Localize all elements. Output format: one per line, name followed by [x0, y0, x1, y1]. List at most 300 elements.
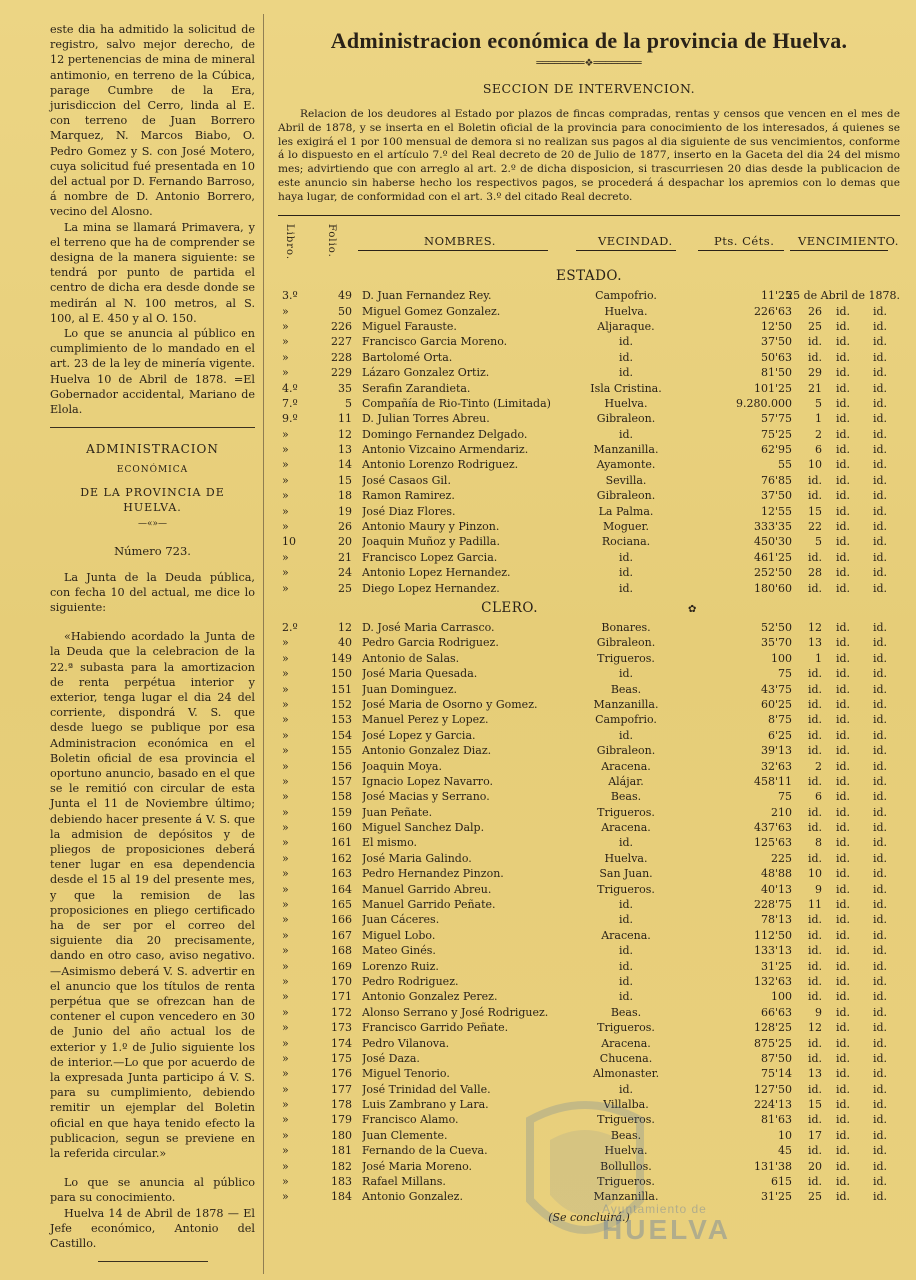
- cell-venc-month: id.: [835, 882, 851, 896]
- cell-nombre: Diego Lopez Hernandez.: [362, 581, 500, 595]
- cell-venc-year: id.: [872, 636, 888, 650]
- cell-venc-month: id.: [835, 335, 851, 349]
- cell-libro: »: [282, 636, 289, 650]
- cell-libro: »: [282, 974, 289, 988]
- table-row: [278, 989, 900, 1004]
- cell-ptas: 43'75: [760, 682, 792, 696]
- table-row: [278, 682, 900, 697]
- cell-venc-year: id.: [872, 651, 888, 665]
- cell-venc-day: 12: [808, 1021, 822, 1035]
- cell-libro: »: [282, 1005, 289, 1019]
- cell-folio: 156: [331, 759, 352, 773]
- cell-libro: »: [282, 805, 289, 819]
- table-row: [278, 473, 900, 488]
- cell-libro: »: [282, 335, 289, 349]
- cell-venc-day: 15: [808, 504, 822, 518]
- cell-ptas: 133'13: [753, 944, 792, 958]
- cell-libro: »: [282, 1036, 289, 1050]
- cell-ptas: 87'50: [760, 1051, 792, 1065]
- cell-venc-month: id.: [835, 489, 851, 503]
- cell-venc-month: id.: [835, 504, 851, 518]
- cell-vecindad: Chucena.: [599, 1051, 653, 1065]
- intro-paragraph: Relacion de los deudores al Estado por plazos de fincas compradas, rentas y censos que vencen en el mes de Abril de 1878, y se inserta en el Boletin oficial de la provincia para conocimiento de los interesados, á quienes se les exigirá el 1 por 100 mensual de demora si no realizan sus pagos al dia siguiente de sus vencimientos, conforme á lo dispuesto en el artículo 7.º del Real decreto de 20 de Julio de 1877, inserto en la Gaceta del dia 24 del mismo mes; advirtiendo que con arreglo al art. 2.º de dicha disposicion, si trascurriesen 20 dias desde la publicacion de este anuncio sin haberse hecho los respectivos pagos, se procederá á despachar los apremios con lo demas que haya lugar, de conformidad con el art. 3.º del citado Real decreto.: [278, 108, 900, 203]
- cell-venc-year: id.: [872, 667, 888, 681]
- section-heading: SECCION DE INTERVENCION.: [482, 81, 696, 96]
- cell-libro: »: [282, 473, 289, 487]
- cell-venc-day: 22: [808, 520, 822, 534]
- table-row: [278, 488, 900, 503]
- cell-vecindad: Campofrio.: [595, 713, 657, 727]
- table-row: [278, 805, 900, 820]
- cell-vecindad: id.: [618, 944, 634, 958]
- group-rows: [278, 288, 900, 596]
- cell-ptas: 875'25: [753, 1036, 792, 1050]
- cell-venc-day: 10: [808, 458, 822, 472]
- cell-venc-year: id.: [872, 319, 888, 333]
- cell-libro: 3.º: [282, 289, 298, 303]
- cell-vecindad: Aljaraque.: [597, 319, 655, 333]
- cell-venc-month: id.: [835, 928, 851, 942]
- col-folio: Folio.: [326, 224, 337, 259]
- cell-venc-day: 25: [808, 1190, 822, 1204]
- table-row: [278, 396, 900, 411]
- cell-ptas: 62'95: [760, 443, 792, 457]
- cell-libro: »: [282, 821, 289, 835]
- cell-libro: »: [282, 667, 289, 681]
- cell-vecindad: Aracena.: [601, 928, 651, 942]
- cell-venc-day: 25: [808, 319, 822, 333]
- cell-folio: 167: [331, 928, 352, 942]
- cell-vecindad: Isla Cristina.: [590, 381, 662, 395]
- table-row: [278, 350, 900, 365]
- cell-ptas: 226'63: [753, 304, 792, 318]
- cell-folio: 149: [331, 651, 352, 665]
- table-row: [278, 1036, 900, 1051]
- cell-venc-year: id.: [872, 697, 888, 711]
- cell-vecindad: id.: [618, 427, 634, 441]
- cell-libro: »: [282, 319, 289, 333]
- cell-venc-year: id.: [872, 1190, 888, 1204]
- cell-nombre: Domingo Fernandez Delgado.: [362, 427, 528, 441]
- cell-libro: »: [282, 1051, 289, 1065]
- cell-venc-year: id.: [872, 1082, 888, 1096]
- cell-vecindad: Huelva.: [604, 304, 648, 318]
- cell-venc-day: 6: [815, 443, 822, 457]
- cell-libro: »: [282, 1190, 289, 1204]
- cell-venc-month: id.: [835, 713, 851, 727]
- cell-venc-year: id.: [872, 458, 888, 472]
- cell-nombre: Antonio Gonzalez Diaz.: [362, 744, 492, 758]
- cell-vecindad: San Juan.: [599, 867, 653, 881]
- left-divider: [50, 427, 255, 428]
- cell-folio: 168: [331, 944, 352, 958]
- col-vencimiento: VENCIMIENTO.: [798, 234, 899, 249]
- cell-venc-month: id.: [835, 682, 851, 696]
- cell-vecindad: Trigueros.: [597, 1021, 655, 1035]
- cell-folio: 40: [338, 636, 352, 650]
- table-row: [278, 620, 900, 635]
- cell-vecindad: id.: [618, 836, 634, 850]
- group-title-text: ESTADO.: [555, 268, 622, 285]
- cell-venc-month: id.: [835, 651, 851, 665]
- cell-vecindad: Gibraleon.: [596, 489, 656, 503]
- cell-vecindad: Beas.: [610, 682, 642, 696]
- cell-folio: 174: [331, 1036, 352, 1050]
- cell-folio: 12: [338, 620, 352, 634]
- cell-venc-day: 17: [808, 1128, 822, 1142]
- cell-venc-month: id.: [835, 1021, 851, 1035]
- cell-ptas: 50'63: [760, 350, 792, 364]
- cell-venc-year: id.: [872, 504, 888, 518]
- cell-folio: 172: [331, 1005, 352, 1019]
- cell-nombre: Antonio Maury y Pinzon.: [362, 520, 500, 534]
- table-row: [278, 928, 900, 943]
- cell-nombre: José Maria Moreno.: [362, 1159, 472, 1173]
- cell-venc-year: id.: [872, 913, 888, 927]
- cell-venc-day: id.: [807, 1175, 822, 1189]
- cell-vencimiento: 25 de Abril de 1878.: [786, 289, 900, 303]
- cell-vecindad: Campofrio.: [595, 289, 657, 303]
- cell-nombre: Miguel Tenorio.: [362, 1067, 450, 1081]
- cell-nombre: Miguel Lobo.: [362, 928, 436, 942]
- cell-folio: 164: [331, 882, 352, 896]
- table-row: [278, 288, 900, 303]
- cell-venc-year: id.: [872, 1128, 888, 1142]
- table-row: [278, 1005, 900, 1020]
- cell-vecindad: id.: [618, 974, 634, 988]
- cell-venc-month: id.: [835, 959, 851, 973]
- cell-venc-year: id.: [872, 1159, 888, 1173]
- table-row: [278, 1051, 900, 1066]
- cell-ptas: 252'50: [753, 566, 792, 580]
- cell-nombre: D. José Maria Carrasco.: [362, 620, 495, 634]
- cell-venc-day: 6: [815, 790, 822, 804]
- cell-ptas: 100: [771, 990, 792, 1004]
- cell-nombre: D. Juan Fernandez Rey.: [362, 289, 492, 303]
- cell-libro: »: [282, 1175, 289, 1189]
- cell-folio: 26: [338, 520, 352, 534]
- cell-libro: »: [282, 1113, 289, 1127]
- cell-venc-day: id.: [807, 744, 822, 758]
- cell-libro: »: [282, 520, 289, 534]
- cell-nombre: Mateo Ginés.: [362, 944, 436, 958]
- cell-ptas: 11'25: [760, 289, 792, 303]
- cell-venc-day: id.: [807, 974, 822, 988]
- cell-venc-day: id.: [807, 550, 822, 564]
- cell-venc-year: id.: [872, 713, 888, 727]
- cell-libro: »: [282, 366, 289, 380]
- cell-venc-month: id.: [835, 1005, 851, 1019]
- cell-venc-day: id.: [807, 581, 822, 595]
- cell-venc-day: id.: [807, 821, 822, 835]
- cell-folio: 178: [331, 1098, 352, 1112]
- cell-vecindad: Trigueros.: [597, 1175, 655, 1189]
- cell-libro: »: [282, 350, 289, 364]
- cell-libro: »: [282, 550, 289, 564]
- cell-venc-month: id.: [835, 458, 851, 472]
- cell-venc-month: id.: [835, 381, 851, 395]
- cell-venc-month: id.: [835, 1098, 851, 1112]
- group-title: [278, 596, 900, 620]
- cell-libro: 4.º: [282, 381, 298, 395]
- cell-venc-day: 5: [815, 396, 822, 410]
- cell-venc-year: id.: [872, 774, 888, 788]
- cell-vecindad: Manzanilla.: [593, 1190, 659, 1204]
- cell-venc-year: id.: [872, 790, 888, 804]
- cell-venc-month: id.: [835, 697, 851, 711]
- cell-venc-year: id.: [872, 744, 888, 758]
- cell-libro: 9.º: [282, 412, 298, 426]
- cell-folio: 25: [338, 581, 352, 595]
- cell-folio: 49: [338, 289, 352, 303]
- cell-ptas: 131'38: [753, 1159, 792, 1173]
- table-row: [278, 504, 900, 519]
- cell-venc-month: id.: [835, 836, 851, 850]
- table-row: [278, 774, 900, 789]
- cell-venc-day: 1: [815, 651, 822, 665]
- header-underline: [698, 250, 784, 251]
- cell-nombre: José Maria Quesada.: [362, 667, 478, 681]
- cell-venc-day: 9: [815, 1005, 822, 1019]
- cell-ptas: 60'25: [760, 697, 792, 711]
- cell-libro: 2.º: [282, 620, 298, 634]
- cell-vecindad: id.: [618, 959, 634, 973]
- junta-paragraph-3: Lo que se anuncia al público para su conocimiento.: [50, 1176, 255, 1205]
- cell-vecindad: Beas.: [610, 790, 642, 804]
- cell-folio: 171: [331, 990, 352, 1004]
- table-row: [278, 519, 900, 534]
- header-underline: [790, 250, 888, 251]
- cell-nombre: Antonio de Salas.: [362, 651, 460, 665]
- cell-venc-day: 10: [808, 867, 822, 881]
- cell-libro: »: [282, 882, 289, 896]
- cell-folio: 160: [331, 821, 352, 835]
- cell-venc-year: id.: [872, 566, 888, 580]
- cell-venc-month: id.: [835, 790, 851, 804]
- cell-libro: »: [282, 959, 289, 973]
- right-column: [278, 28, 900, 1224]
- table-row: [278, 534, 900, 549]
- cell-folio: 166: [331, 913, 352, 927]
- cell-venc-year: id.: [872, 682, 888, 696]
- cell-folio: 15: [338, 473, 352, 487]
- cell-venc-month: id.: [835, 990, 851, 1004]
- cell-nombre: José Maria de Osorno y Gomez.: [362, 697, 538, 711]
- cell-venc-year: id.: [872, 412, 888, 426]
- cell-vecindad: Manzanilla.: [593, 443, 659, 457]
- cell-vecindad: Ayamonte.: [596, 458, 656, 472]
- cell-folio: 152: [331, 697, 352, 711]
- cell-venc-day: 13: [808, 636, 822, 650]
- cell-venc-year: id.: [872, 443, 888, 457]
- cell-nombre: Lázaro Gonzalez Ortiz.: [362, 366, 490, 380]
- cell-nombre: Pedro Hernandez Pinzon.: [362, 867, 504, 881]
- cell-nombre: José Lopez y Garcia.: [362, 728, 476, 742]
- cell-venc-day: 5: [815, 535, 822, 549]
- cell-venc-day: id.: [807, 928, 822, 942]
- cell-venc-day: id.: [807, 851, 822, 865]
- cell-venc-day: id.: [807, 682, 822, 696]
- cell-libro: »: [282, 1159, 289, 1173]
- junta-paragraph-1: La Junta de la Deuda pública, con fecha 10 del actual, me dice lo siguiente:: [50, 570, 255, 614]
- cell-venc-month: id.: [835, 636, 851, 650]
- cell-vecindad: Moguer.: [602, 520, 650, 534]
- cell-ptas: 66'63: [760, 1005, 792, 1019]
- cell-folio: 35: [338, 381, 352, 395]
- cell-ptas: 76'85: [760, 473, 792, 487]
- debtor-table: [278, 264, 900, 1205]
- cell-venc-year: id.: [872, 821, 888, 835]
- cell-nombre: José Diaz Flores.: [362, 504, 456, 518]
- cell-ptas: 75: [778, 667, 792, 681]
- admin-province: DE LA PROVINCIA DE HUELVA.: [80, 485, 225, 514]
- cell-nombre: Compañía de Rio-Tinto (Limitada): [362, 396, 551, 410]
- admin-subheading: ECONÓMICA: [116, 465, 189, 476]
- cell-venc-year: id.: [872, 535, 888, 549]
- cell-venc-year: id.: [872, 1005, 888, 1019]
- cell-libro: »: [282, 427, 289, 441]
- cell-nombre: Pedro Rodriguez.: [362, 974, 459, 988]
- cell-vecindad: Huelva.: [604, 1144, 648, 1158]
- cell-ptas: 78'13: [760, 913, 792, 927]
- cell-libro: »: [282, 728, 289, 742]
- table-row: [278, 550, 900, 565]
- cell-folio: 24: [338, 566, 352, 580]
- cell-venc-day: id.: [807, 774, 822, 788]
- cell-libro: »: [282, 836, 289, 850]
- cell-venc-day: 12: [808, 620, 822, 634]
- cell-libro: 10: [282, 535, 296, 549]
- cell-ptas: 37'50: [760, 489, 792, 503]
- cell-venc-year: id.: [872, 1175, 888, 1189]
- cell-venc-year: id.: [872, 1051, 888, 1065]
- cell-folio: 20: [338, 535, 352, 549]
- ornament-mark-icon: ✿: [688, 603, 697, 615]
- cell-venc-month: id.: [835, 443, 851, 457]
- header-underline: [576, 250, 676, 251]
- cell-venc-month: id.: [835, 667, 851, 681]
- cell-vecindad: id.: [618, 566, 634, 580]
- cell-ptas: 81'63: [760, 1113, 792, 1127]
- table-row: [278, 319, 900, 334]
- col-libro: Libro.: [284, 224, 295, 261]
- cell-ptas: 55: [778, 458, 792, 472]
- table-row: [278, 743, 900, 758]
- cell-venc-day: id.: [807, 1051, 822, 1065]
- table-row: [278, 789, 900, 804]
- cell-nombre: Bartolomé Orta.: [362, 350, 453, 364]
- cell-ptas: 31'25: [760, 1190, 792, 1204]
- cell-vecindad: Trigueros.: [597, 805, 655, 819]
- cell-nombre: Pedro Garcia Rodriguez.: [362, 636, 499, 650]
- cell-vecindad: Trigueros.: [597, 882, 655, 896]
- group-title: [278, 264, 900, 288]
- cell-nombre: Francisco Garcia Moreno.: [362, 335, 508, 349]
- cell-libro: »: [282, 651, 289, 665]
- cell-nombre: Manuel Garrido Peñate.: [362, 898, 496, 912]
- cell-venc-month: id.: [835, 1067, 851, 1081]
- cell-venc-year: id.: [872, 882, 888, 896]
- cell-venc-day: id.: [807, 697, 822, 711]
- cell-ptas: 333'35: [753, 520, 792, 534]
- cell-vecindad: Sevilla.: [605, 473, 647, 487]
- cell-vecindad: Bonares.: [601, 620, 651, 634]
- cell-venc-month: id.: [835, 1082, 851, 1096]
- cell-vecindad: id.: [618, 350, 634, 364]
- cell-venc-month: id.: [835, 851, 851, 865]
- cell-venc-day: 2: [815, 427, 822, 441]
- cell-venc-month: id.: [835, 396, 851, 410]
- table-row: [278, 381, 900, 396]
- cell-venc-day: 21: [808, 381, 822, 395]
- cell-ptas: 437'63: [753, 821, 792, 835]
- cell-nombre: José Daza.: [362, 1051, 420, 1065]
- cell-ptas: 35'70: [760, 636, 792, 650]
- cell-nombre: Antonio Gonzalez.: [362, 1190, 463, 1204]
- cell-folio: 173: [331, 1021, 352, 1035]
- table-row: [278, 697, 900, 712]
- cell-nombre: Miguel Gomez Gonzalez.: [362, 304, 501, 318]
- cell-libro: »: [282, 458, 289, 472]
- cell-nombre: José Maria Galindo.: [362, 851, 472, 865]
- cell-venc-month: id.: [835, 581, 851, 595]
- table-row: [278, 666, 900, 681]
- cell-venc-month: id.: [835, 1036, 851, 1050]
- closing-note: (Se concluirá.): [548, 1210, 630, 1224]
- cell-ptas: 224'13: [753, 1098, 792, 1112]
- cell-libro: »: [282, 990, 289, 1004]
- cell-ptas: 8'75: [767, 713, 792, 727]
- cell-vecindad: Alájar.: [608, 774, 644, 788]
- table-row: [278, 427, 900, 442]
- cell-folio: 181: [331, 1144, 352, 1158]
- cell-folio: 169: [331, 959, 352, 973]
- cell-ptas: 48'88: [760, 867, 792, 881]
- cell-venc-month: id.: [835, 566, 851, 580]
- cell-ptas: 100: [771, 651, 792, 665]
- table-row: [278, 897, 900, 912]
- mine-notice-paragraph-3: Lo que se anuncia al público en cumplimiento de lo mandado en el art. 23 de la ley de minería vigente. Huelva 10 de Abril de 1878. =El Gobernador accidental, Mariano de Elola.: [50, 327, 255, 417]
- cell-ptas: 225: [771, 851, 792, 865]
- cell-nombre: Alonso Serrano y José Rodriguez.: [362, 1005, 549, 1019]
- table-row: [278, 304, 900, 319]
- cell-ptas: 31'25: [760, 959, 792, 973]
- cell-folio: 157: [331, 774, 352, 788]
- cell-ptas: 39'13: [760, 744, 792, 758]
- table-row: [278, 959, 900, 974]
- cell-folio: 229: [331, 366, 352, 380]
- cell-venc-year: id.: [872, 990, 888, 1004]
- cell-nombre: Manuel Garrido Abreu.: [362, 882, 492, 896]
- cell-venc-year: id.: [872, 581, 888, 595]
- cell-vecindad: Huelva.: [604, 396, 648, 410]
- cell-nombre: José Casaos Gil.: [362, 473, 451, 487]
- cell-venc-day: 9: [815, 882, 822, 896]
- cell-venc-month: id.: [835, 944, 851, 958]
- cell-ptas: 52'50: [760, 620, 792, 634]
- cell-nombre: Rafael Millans.: [362, 1175, 446, 1189]
- table-row: [278, 1020, 900, 1035]
- cell-ptas: 40'13: [760, 882, 792, 896]
- cell-venc-day: id.: [807, 1036, 822, 1050]
- cell-venc-month: id.: [835, 427, 851, 441]
- cell-venc-month: id.: [835, 550, 851, 564]
- cell-venc-day: id.: [807, 713, 822, 727]
- cell-libro: »: [282, 1098, 289, 1112]
- cell-ptas: 127'50: [753, 1082, 792, 1096]
- cell-vecindad: id.: [618, 366, 634, 380]
- cell-ptas: 75: [778, 790, 792, 804]
